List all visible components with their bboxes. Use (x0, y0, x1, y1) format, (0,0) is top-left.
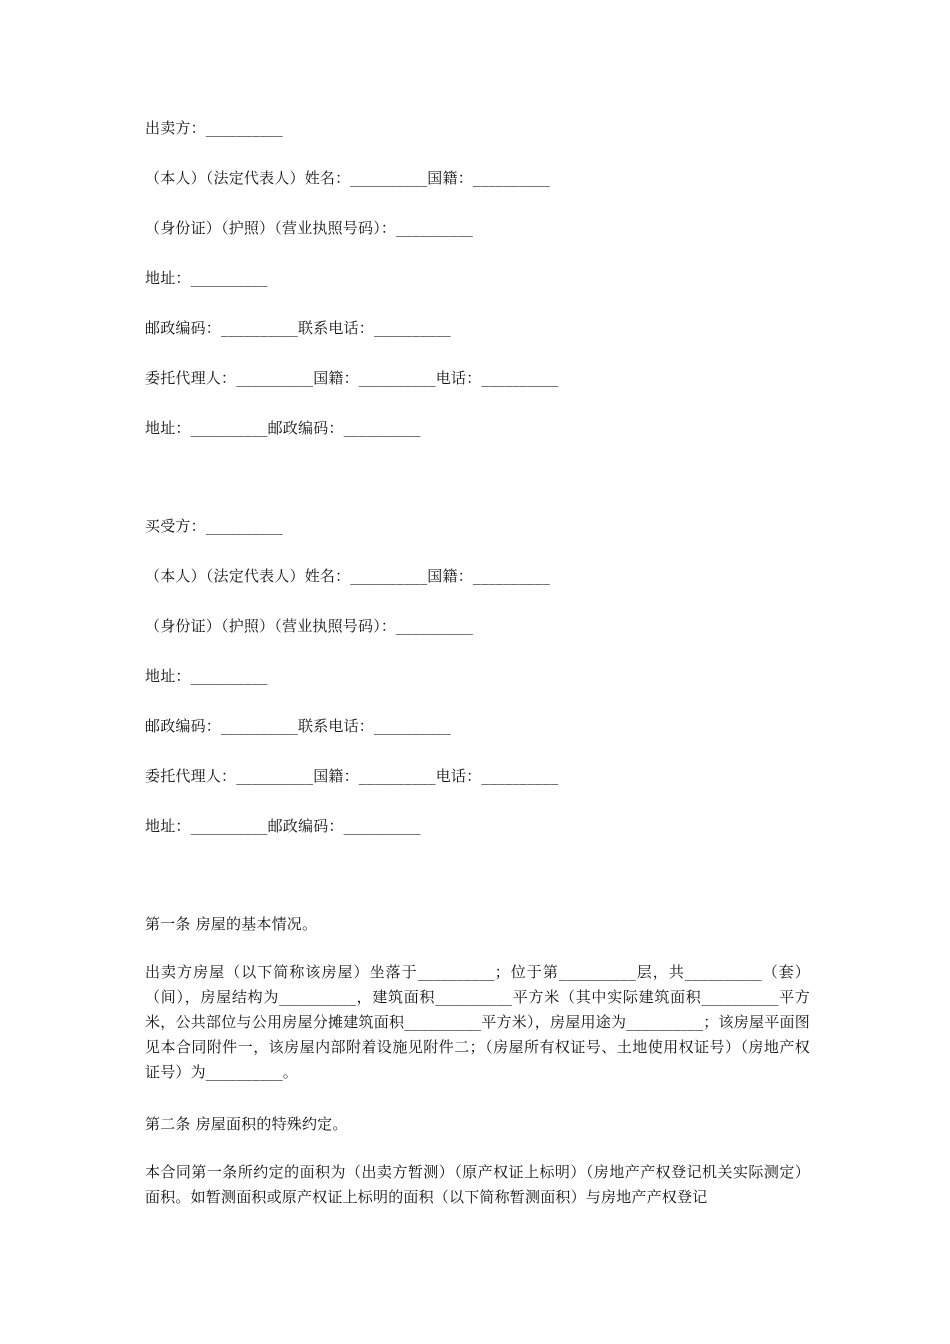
buyer-id-line: （身份证）（护照）（营业执照号码）：__________ (145, 617, 474, 635)
buyer-agent-address-line: 地址：__________邮政编码：__________ (145, 817, 421, 835)
seller-postal-phone-line: 邮政编码：__________联系电话：__________ (145, 319, 452, 337)
seller-agent-line: 委托代理人：__________国籍：__________电话：__________ (145, 369, 559, 387)
seller-address-line: 地址：__________ (145, 269, 268, 287)
buyer-address-line: 地址：__________ (145, 667, 268, 685)
seller-agent-address-line: 地址：__________邮政编码：__________ (145, 419, 421, 437)
seller-name-line: （本人）（法定代表人）姓名：__________国籍：__________ (145, 169, 550, 187)
article2-body: 本合同第一条所约定的面积为（出卖方暂测）（原产权证上标明）（房地产产权登记机关实际测定）面积。如暂测面积或原产权证上标明的面积（以下简称暂测面积）与房地产产权登记 (145, 1163, 810, 1206)
seller-title: 出卖方：__________ (145, 119, 283, 137)
buyer-title: 买受方：__________ (145, 517, 283, 535)
article1-body: 出卖方房屋（以下简称该房屋）坐落于__________；位于第__________层，共__________（套）（间），房屋结构为__________，建筑面积__________平方米（其中实际建筑面积__________平方米，公共部位与公用房屋分摊建筑面积__________平方米），房屋用途为__________；该房屋平面图见本合同附件一，该房屋内部附着设施见附件二；（房屋所有权证号、土地使用权证号）（房地产权证号）为__________。 (145, 963, 810, 1081)
article1-heading: 第一条 房屋的基本情况。 (145, 915, 318, 933)
buyer-name-line: （本人）（法定代表人）姓名：__________国籍：__________ (145, 567, 550, 585)
buyer-agent-line: 委托代理人：__________国籍：__________电话：__________ (145, 767, 559, 785)
article2-heading: 第二条 房屋面积的特殊约定。 (145, 1115, 348, 1133)
buyer-postal-phone-line: 邮政编码：__________联系电话：__________ (145, 717, 452, 735)
seller-id-line: （身份证）（护照）（营业执照号码）：__________ (145, 219, 474, 237)
